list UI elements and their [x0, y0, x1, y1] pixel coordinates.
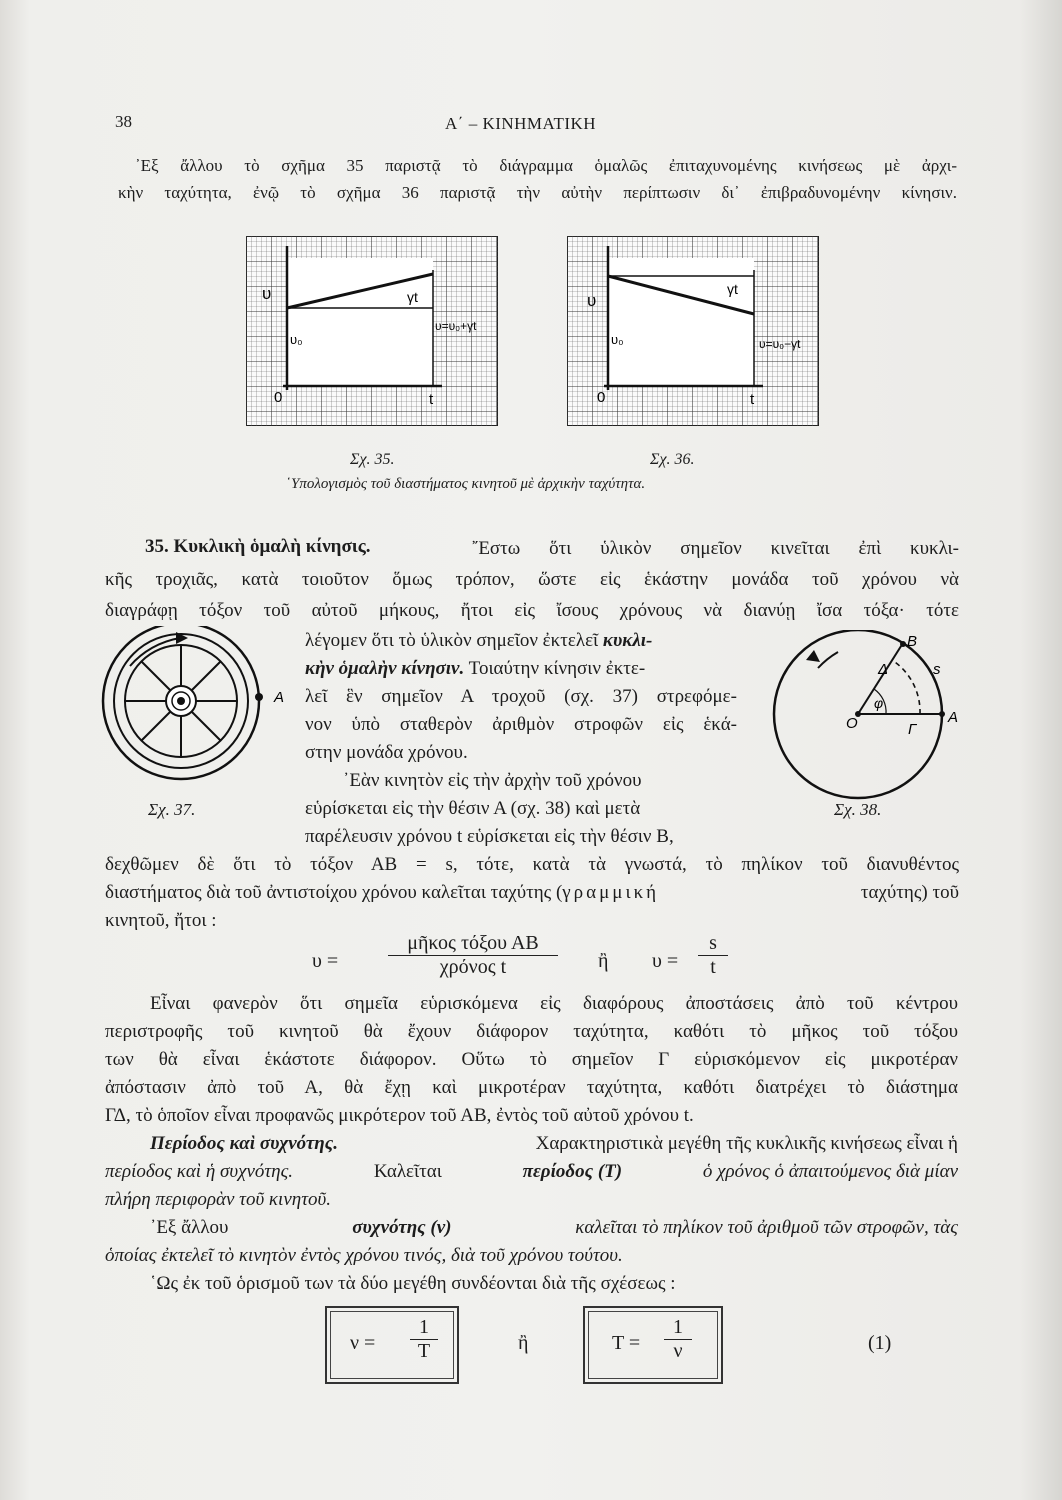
fig38-g-label: Γ	[908, 721, 917, 738]
formula1-fraction2	[698, 932, 728, 979]
fig36-formula-label: υ=υ₀−γt	[759, 337, 801, 351]
formula2-fraction2	[664, 1316, 692, 1363]
mid-line-3: στην μονάδα χρόνου.	[305, 742, 468, 763]
para3-line-3: πλήρη περιφορὰν τοῦ κινητοῦ.	[105, 1189, 331, 1210]
fig38-a-label: Α	[948, 709, 959, 726]
para4-line-2: ὁποίας ἐκτελεῖ τὸ κινητὸν ἐντὸς χρόνου τινός, διὰ τοῦ χρόνου τούτου.	[105, 1245, 623, 1266]
after-line-b-spaced: γραμμική	[562, 882, 660, 903]
fig38-b-label: Β	[907, 633, 918, 650]
para3-line-1-text: Χαρακτηριστικὰ μεγέθη τῆς κυκλικῆς κινήσεως εἶναι ἡ	[535, 1133, 958, 1154]
fig37-caption: Σχ. 37.	[148, 800, 196, 819]
formula2-lhs: ν =	[350, 1332, 376, 1354]
formula1-or: ἢ	[598, 950, 609, 972]
fig36-vo-label: υ₀	[611, 332, 624, 347]
section-line-3: διαγράφῃ τόξον τοῦ αὐτοῦ μήκους, ἤτοι εἰς ἴσους χρόνους νὰ διανύῃ ἴσα τόξα· τότε	[105, 600, 959, 621]
fig38-s-label: s	[933, 661, 941, 678]
formula2-number: (1)	[868, 1332, 892, 1354]
para4-a: ᾿Εξ ἄλλου	[150, 1217, 229, 1238]
formula2-fraction	[410, 1316, 438, 1363]
after-line-b-pre: διαστήματος διὰ τοῦ ἀντιστοίχου χρόνου καλεῖται ταχύτης (	[105, 882, 563, 903]
fig36-t-label: t	[750, 391, 755, 408]
mid-line-a	[305, 630, 652, 652]
after-line-a: δεχθῶμεν δὲ ὅτι τὸ τόξον ΑΒ = s, τότε, κατὰ τὰ γνωστά, τὸ πηλίκον τοῦ διανυθέντος	[105, 854, 959, 875]
formula2-numerator: 1	[419, 1316, 429, 1338]
figure-36-graph	[567, 236, 819, 426]
para3-l2d: ὁ χρόνος ὁ ἀπαιτούμενος διὰ μίαν	[702, 1161, 958, 1182]
formula1-fraction	[388, 932, 558, 979]
para4-b: συχνότης (ν)	[352, 1217, 452, 1238]
fig36-origin-label: 0	[597, 389, 606, 406]
fig35-origin-label: 0	[274, 389, 283, 406]
after-line-b-post: ταχύτης) τοῦ	[860, 882, 959, 903]
formula2-denominator: Τ	[410, 1339, 438, 1363]
mid-line-a-term: κυκλι-	[602, 630, 653, 651]
formula2-numerator2: 1	[673, 1316, 683, 1338]
fig35-caption: Σχ. 35.	[350, 451, 395, 468]
formula1-denominator2: t	[698, 955, 728, 979]
para3-line-1	[150, 1133, 958, 1155]
mid-line-b-term: κὴν ὁμαλὴν κίνησιν.	[305, 658, 465, 679]
mid-line-2: νον ὑπὸ σταθερὸν ἀριθμὸν στροφῶν εἰς ἑκά-	[305, 714, 737, 735]
para4-c: καλεῖται τὸ πηλίκον τοῦ ἀριθμοῦ τῶν στροφῶν, τὰς	[575, 1217, 958, 1238]
formula2-denominator2: ν	[664, 1339, 692, 1363]
para4-line-1	[150, 1217, 958, 1239]
fig38-phi-label: φ	[874, 695, 884, 711]
para3-l2b: Καλεῖται	[373, 1161, 442, 1182]
para2-line-5: ΓΔ, τὸ ὁποῖον εἶναι προφανῶς μικρότερον τοῦ ΑΒ, ἐντὸς τοῦ αὐτοῦ χρόνου t.	[105, 1105, 694, 1126]
para2-line-2: περιστροφῆς τοῦ κινητοῦ θὰ ἔχουν διάφορον ταχύτητα, καθότι τὸ μῆκος τοῦ τόξου	[105, 1021, 958, 1042]
fig35-t-label: t	[429, 391, 434, 408]
mid-line-5: εὑρίσκεται εἰς τὴν θέσιν Α (σχ. 38) καὶ μετὰ	[305, 798, 641, 819]
section-line-2: κῆς τροχιᾶς, κατὰ τοιοῦτον ὅμως τρόπον, ὥστε εἰς ἑκάστην μονάδα τοῦ χρόνου νὰ	[105, 569, 959, 590]
fig35-formula-label: υ=υ₀+γt	[435, 319, 477, 333]
formula2-box-left	[325, 1306, 459, 1384]
formula1-denominator: χρόνος t	[388, 955, 558, 979]
after-line-c: κινητοῦ, ἤτοι :	[105, 910, 217, 931]
formula1-lhs: υ =	[312, 950, 339, 972]
formula1-numerator2: s	[709, 932, 717, 954]
para2-line-4: ἀπόστασιν ἀπὸ τοῦ Α, θὰ ἔχῃ καὶ μικροτέραν ταχύτητα, καθότι διατρέχει τὸ διάστημα	[105, 1077, 958, 1098]
fig35-v-label: υ	[262, 284, 272, 303]
section-line-1: ῎Εστω ὅτι ὑλικὸν σημεῖον κινεῖται ἐπὶ κυκλι-	[472, 538, 959, 559]
section-heading: 35. Κυκλικὴ ὁμαλὴ κίνησις.	[145, 536, 371, 557]
mid-line-b-text: Τοιαύτην κίνησιν ἐκτε-	[468, 658, 646, 679]
fig36-gt-label: γt	[727, 281, 738, 297]
mid-line-4: ᾿Εὰν κινητὸν εἰς τὴν ἀρχὴν τοῦ χρόνου	[343, 770, 642, 791]
intro-line-2: κὴν ταχύτητα, ἐνῷ τὸ σχῆμα 36 παριστᾷ τὴν αὐτὴν περίπτωσιν δι᾽ ἐπιβραδυνομένην κίνησιν.	[118, 183, 957, 202]
intro-line-1: ᾿Εξ ἄλλου τὸ σχῆμα 35 παριστᾷ τὸ διάγραμμα ὁμαλῶς ἐπιταχυνομένης κινήσεως μὲ ἀρχι-	[135, 156, 957, 175]
fig38-delta-label: Δ	[878, 661, 889, 678]
figure-38-circle	[770, 630, 970, 810]
fig35-gt-label: γt	[407, 289, 418, 305]
para3-l2a: περίοδος καὶ ἡ συχνότης.	[105, 1161, 294, 1182]
fig36-v-label: υ	[587, 291, 597, 310]
formula1-numerator: μῆκος τόξου ΑΒ	[407, 932, 539, 954]
formula2-box-right	[583, 1306, 723, 1384]
figures-common-caption: ῾Υπολογισμὸς τοῦ διαστήματος κινητοῦ μὲ ἀρχικὴν ταχύτητα.	[286, 476, 646, 492]
formula1-lhs2: υ =	[652, 950, 679, 972]
fig37-a-label: Α	[274, 689, 285, 706]
after-line-b	[105, 882, 959, 904]
formula2-lhs2: Τ =	[612, 1332, 641, 1354]
mid-line-6: παρέλευσιν χρόνου t εὑρίσκεται εἰς τὴν θέσιν Β,	[305, 826, 674, 847]
fig38-o-label: Ο	[846, 715, 858, 732]
page-number: 38	[115, 112, 132, 131]
para3-title: Περίοδος καὶ συχνότης.	[150, 1133, 338, 1154]
para4-line-3: ῾Ως ἐκ τοῦ ὁρισμοῦ των τὰ δύο μεγέθη συνδέονται διὰ τῆς σχέσεως :	[150, 1273, 676, 1294]
para2-line-3: των θὰ εἶναι ἑκάστοτε διάφορον. Οὕτω τὸ σημεῖον Γ εὑρισκόμενον εἰς μικροτέραν	[105, 1049, 958, 1070]
para3-l2c: περίοδος (Τ)	[522, 1161, 623, 1182]
fig38-caption: Σχ. 38.	[834, 800, 882, 819]
formula2-or: ἢ	[518, 1332, 529, 1354]
mid-line-b	[305, 658, 645, 680]
running-title: Α΄ – ΚΙΝΗΜΑΤΙΚΗ	[445, 114, 597, 133]
fig35-vo-label: υ₀	[290, 332, 303, 347]
para3-line-2	[105, 1161, 958, 1183]
para2-line-1: Εἶναι φανερὸν ὅτι σημεῖα εὑρισκόμενα εἰς διαφόρους ἀποστάσεις ἀπὸ τοῦ κέντρου	[150, 993, 958, 1014]
figure-35-graph	[246, 236, 498, 426]
mid-line-1: λεῖ ἓν σημεῖον Α τροχοῦ (σχ. 37) στρεφόμε-	[305, 686, 737, 707]
mid-line-a-text: λέγομεν ὅτι τὸ ὑλικὸν σημεῖον ἐκτελεῖ	[305, 630, 599, 651]
figure-37-wheel	[100, 626, 300, 796]
fig36-caption: Σχ. 36.	[650, 451, 695, 468]
